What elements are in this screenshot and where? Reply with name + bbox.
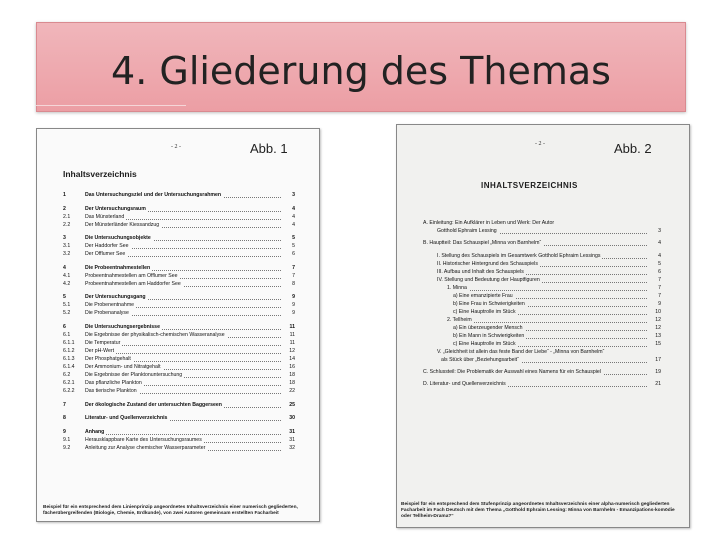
toc-entry — [37, 264, 319, 272]
entry-page: 5 — [285, 242, 295, 250]
toc-entry — [37, 221, 319, 229]
entry-title: b) Ein Mann in Schwierigkeiten — [453, 332, 525, 339]
entry-title: IV. Stellung und Bedeutung der Hauptfiguren — [437, 276, 540, 283]
entry-page: 22 — [285, 387, 295, 395]
entry-page: 4 — [285, 205, 295, 213]
toc-entry — [37, 355, 319, 363]
entry-number: 3.1 — [63, 243, 71, 250]
entry-title: als Stück über „Beziehungsarbeit“ — [441, 356, 519, 363]
entry-title: Anhang — [85, 428, 105, 435]
footnote: Beispiel für ein entsprechend dem Stufenprinzip angeordnetes Inhaltsverzeichnis einer alpha-numerisch gegliederten Facharbeit im Fach Deutsch mit dem Thema „Gotthold Ephraim Lessing: Minna von Barnhelm - Emanzipations-komödie oder Tellheim-Drama?“ — [401, 502, 675, 519]
entry-title: D. Literatur- und Quellenverzeichnis — [423, 381, 506, 387]
entry-title: V. „Gleichheit ist allein das feste Band der Liebe“ - „Minna von Barnhelm“ — [437, 348, 605, 355]
entry-page: 12 — [651, 324, 661, 332]
entry-title: c) Eine Hauptrolle im Stück — [453, 340, 516, 347]
entry-number: 5.1 — [63, 302, 71, 309]
toc-entry — [397, 324, 689, 332]
toc-entry — [37, 242, 319, 250]
entry-number: 2.1 — [63, 213, 71, 220]
entry-number: 6.2.2 — [63, 388, 75, 394]
entry-title: c) Eine Hauptrolle im Stück — [453, 308, 516, 315]
entry-page: 32 — [285, 444, 295, 452]
toc-entry — [397, 284, 689, 292]
entry-page: 5 — [651, 260, 661, 268]
entry-page: 16 — [285, 363, 295, 371]
entry-title: Probeentnahmestellen am Offlumer See — [85, 272, 178, 279]
entry-title: Der Ammonium- und Nitratgehalt — [85, 364, 161, 370]
entry-page: 13 — [651, 332, 661, 340]
entry-number: 6.2 — [63, 372, 71, 378]
toc-entry — [397, 348, 689, 356]
entry-page: 31 — [285, 436, 295, 444]
entry-title: Literatur- und Quellenverzeichnis — [85, 415, 168, 422]
toc-entry — [37, 280, 319, 288]
entry-page: 5 — [285, 234, 295, 242]
entry-number: 4.2 — [63, 280, 71, 287]
entry-page: 7 — [285, 264, 295, 272]
entry-page: 11 — [285, 339, 295, 347]
entry-number: 6.1.4 — [63, 364, 75, 370]
entry-page: 21 — [651, 380, 661, 388]
entry-number: 9.2 — [63, 444, 71, 451]
entry-title: A. Einleitung: Ein Aufklärer in Leben und Werk: Der Autor — [423, 220, 555, 227]
toc-entry — [37, 363, 319, 371]
toc-entry — [37, 371, 319, 379]
toc-entry — [397, 368, 689, 376]
entry-title: b) Eine Frau in Schwierigkeiten — [453, 300, 525, 307]
entry-number: 5.2 — [63, 310, 71, 317]
entry-page: 9 — [285, 301, 295, 309]
entry-title: Der Untersuchungsgang — [85, 294, 146, 301]
dot-leader — [447, 284, 647, 291]
figure-1-caption: Abb. 1 — [250, 141, 288, 156]
entry-page: 9 — [285, 309, 295, 317]
entry-number: 2.2 — [63, 221, 71, 228]
entry-title: a) Ein überzeugender Mensch — [453, 324, 523, 331]
toc-entry — [37, 331, 319, 339]
entry-page: 9 — [285, 293, 295, 301]
entry-page: 4 — [651, 239, 661, 247]
entry-title: Die Temperatur — [85, 340, 121, 346]
entry-title: Die Untersuchungsobjekte — [85, 235, 151, 242]
entry-title: Die Ergebnisse der Planktonuntersuchung — [85, 372, 183, 378]
toc-entry — [37, 401, 319, 409]
entry-number: 9 — [63, 428, 66, 435]
entry-title: Das tierische Plankton — [85, 388, 137, 394]
toc-entry — [397, 356, 689, 364]
entry-page: 17 — [651, 356, 661, 364]
slide-title: 4. Gliederung des Themas — [111, 49, 611, 93]
figure-2-scan — [396, 124, 690, 528]
entry-number: 9.1 — [63, 436, 71, 443]
entry-title: 1. Minna — [447, 284, 467, 291]
toc-entry — [37, 309, 319, 317]
entry-page: 30 — [285, 414, 295, 422]
entry-number: 6.1 — [63, 332, 71, 338]
entry-number: 4 — [63, 264, 66, 271]
toc-entry — [397, 268, 689, 276]
entry-title: Die Probenanalyse — [85, 310, 129, 317]
title-banner — [36, 22, 686, 112]
entry-title: Probeentnahmestellen am Haddorfer See — [85, 280, 181, 287]
toc-entry — [37, 293, 319, 301]
entry-number: 6.2.1 — [63, 380, 75, 386]
toc-entry — [37, 250, 319, 258]
toc-entry — [37, 301, 319, 309]
entry-page: 11 — [285, 331, 295, 339]
entry-page: 3 — [285, 191, 295, 199]
toc-heading: INHALTSVERZEICHNIS — [481, 181, 578, 190]
entry-number: 6 — [63, 324, 66, 330]
entry-title: Der Phosphatgehalt — [85, 356, 131, 362]
entry-number: 7 — [63, 401, 66, 408]
entry-number: 6.1.2 — [63, 348, 75, 354]
entry-page: 7 — [651, 292, 661, 300]
entry-number: 2 — [63, 205, 66, 212]
entry-page: 10 — [651, 308, 661, 316]
toc-entry — [397, 300, 689, 308]
entry-title: Anleitung zur Analyse chemischer Wasserparameter — [85, 444, 206, 451]
toc-entry — [397, 227, 689, 235]
toc-entry — [37, 347, 319, 355]
toc-entry — [37, 428, 319, 436]
toc-entry — [397, 308, 689, 316]
entry-title: Die Probeentnahmestellen — [85, 264, 151, 271]
entry-page: 7 — [285, 272, 295, 280]
entry-title: Das Münsterland — [85, 213, 125, 220]
entry-title: B. Hauptteil: Das Schauspiel „Minna von Barnhelm“ — [423, 240, 542, 247]
entry-page: 18 — [285, 371, 295, 379]
entry-page: 9 — [651, 300, 661, 308]
toc-entry — [37, 323, 319, 331]
entry-title: Der ökologische Zustand der untersuchten Baggerseen — [85, 401, 222, 408]
toc-entry — [397, 276, 689, 284]
entry-title: Der pH-Wert — [85, 348, 115, 354]
entry-title: 2. Tellheim — [447, 316, 472, 323]
dot-leader — [447, 316, 647, 323]
toc-entry — [397, 380, 689, 388]
entry-title: a) Eine emanzipierte Frau — [453, 292, 513, 299]
entry-title: Das Untersuchungsziel und der Untersuchungsrahmen — [85, 192, 222, 198]
toc-entry — [397, 340, 689, 348]
toc-entry — [37, 379, 319, 387]
entry-number: 3.2 — [63, 251, 71, 258]
entry-title: Die Ergebnisse der physikalisch-chemischen Wasseranalyse — [85, 332, 225, 338]
entry-number: 6.1.3 — [63, 356, 75, 362]
entry-number: 5 — [63, 294, 66, 301]
entry-number: 4.1 — [63, 272, 71, 279]
entry-page: 8 — [285, 280, 295, 288]
toc-entry — [37, 414, 319, 422]
entry-page: 6 — [285, 250, 295, 258]
entry-title: I. Stellung des Schauspiels im Gesamtwerk Gotthold Ephraim Lessings — [437, 252, 601, 259]
dot-leader — [85, 428, 281, 435]
toc-entry — [37, 339, 319, 347]
entry-page: 4 — [651, 252, 661, 260]
entry-page: 15 — [651, 340, 661, 348]
entry-page: 19 — [651, 368, 661, 376]
entry-number: 6.1.1 — [63, 340, 75, 346]
figure-1-scan — [36, 128, 320, 522]
toc-entry — [397, 332, 689, 340]
toc-entry — [397, 219, 689, 227]
entry-number: 1 — [63, 192, 66, 198]
entry-title: Der Haddorfer See — [85, 243, 129, 250]
toc-entry — [397, 260, 689, 268]
entry-page: 7 — [651, 284, 661, 292]
page-number: - 2 - — [171, 144, 181, 150]
entry-title: Der Untersuchungsraum — [85, 205, 146, 212]
entry-title: Herausklappbare Karte des Untersuchungsraumes — [85, 436, 202, 443]
toc-entry — [37, 272, 319, 280]
entry-number: 3 — [63, 235, 66, 242]
entry-title: Die Untersuchungsergebnisse — [85, 324, 160, 330]
toc-entry — [37, 191, 319, 199]
toc-entry — [37, 213, 319, 221]
toc-entry — [397, 239, 689, 247]
entry-title: C. Schlussteil: Die Problematik der Auswahl eines Namens für ein Schauspiel — [423, 368, 601, 375]
entry-page: 3 — [651, 227, 661, 235]
toc-entry — [37, 234, 319, 242]
entry-title: Der Münsterländer Kiessandzug — [85, 221, 160, 228]
entry-page: 25 — [285, 401, 295, 409]
entry-page: 12 — [285, 347, 295, 355]
toc-entry — [37, 387, 319, 395]
entry-title: Das pflanzliche Plankton — [85, 380, 142, 386]
entry-title: Gotthold Ephraim Lessing — [437, 228, 497, 235]
toc-entry — [397, 252, 689, 260]
toc-entry — [37, 444, 319, 452]
entry-page: 4 — [285, 221, 295, 229]
entry-title: II. Historischer Hintergrund des Schauspiels — [437, 260, 538, 267]
toc-heading: Inhaltsverzeichnis — [63, 169, 137, 179]
entry-page: 31 — [285, 428, 295, 436]
footnote: Beispiel für ein entsprechend dem Linienprinzip angeordnetes Inhaltsverzeichnis einer numerisch gegliederten, fächerübergreifenden (Biologie, Chemie, Erdkunde), von zwei Autoren gemeinsam erstellten Facharbeit — [43, 505, 298, 516]
entry-title: Der Offlumer See — [85, 251, 126, 258]
toc-entry — [37, 205, 319, 213]
entry-page: 7 — [651, 276, 661, 284]
entry-number: 8 — [63, 415, 66, 422]
page-number: - 2 - — [535, 141, 545, 147]
entry-page: 18 — [285, 379, 295, 387]
entry-title: III. Aufbau und Inhalt des Schauspiels — [437, 268, 524, 275]
toc-entry — [397, 316, 689, 324]
entry-title: Die Probenentnahme — [85, 302, 135, 309]
toc-entry — [37, 436, 319, 444]
entry-page: 12 — [651, 316, 661, 324]
entry-page: 11 — [285, 323, 295, 331]
title-divider — [36, 105, 186, 106]
entry-page: 4 — [285, 213, 295, 221]
figure-2-caption: Abb. 2 — [614, 141, 652, 156]
toc-entry — [397, 292, 689, 300]
entry-page: 14 — [285, 355, 295, 363]
entry-page: 6 — [651, 268, 661, 276]
